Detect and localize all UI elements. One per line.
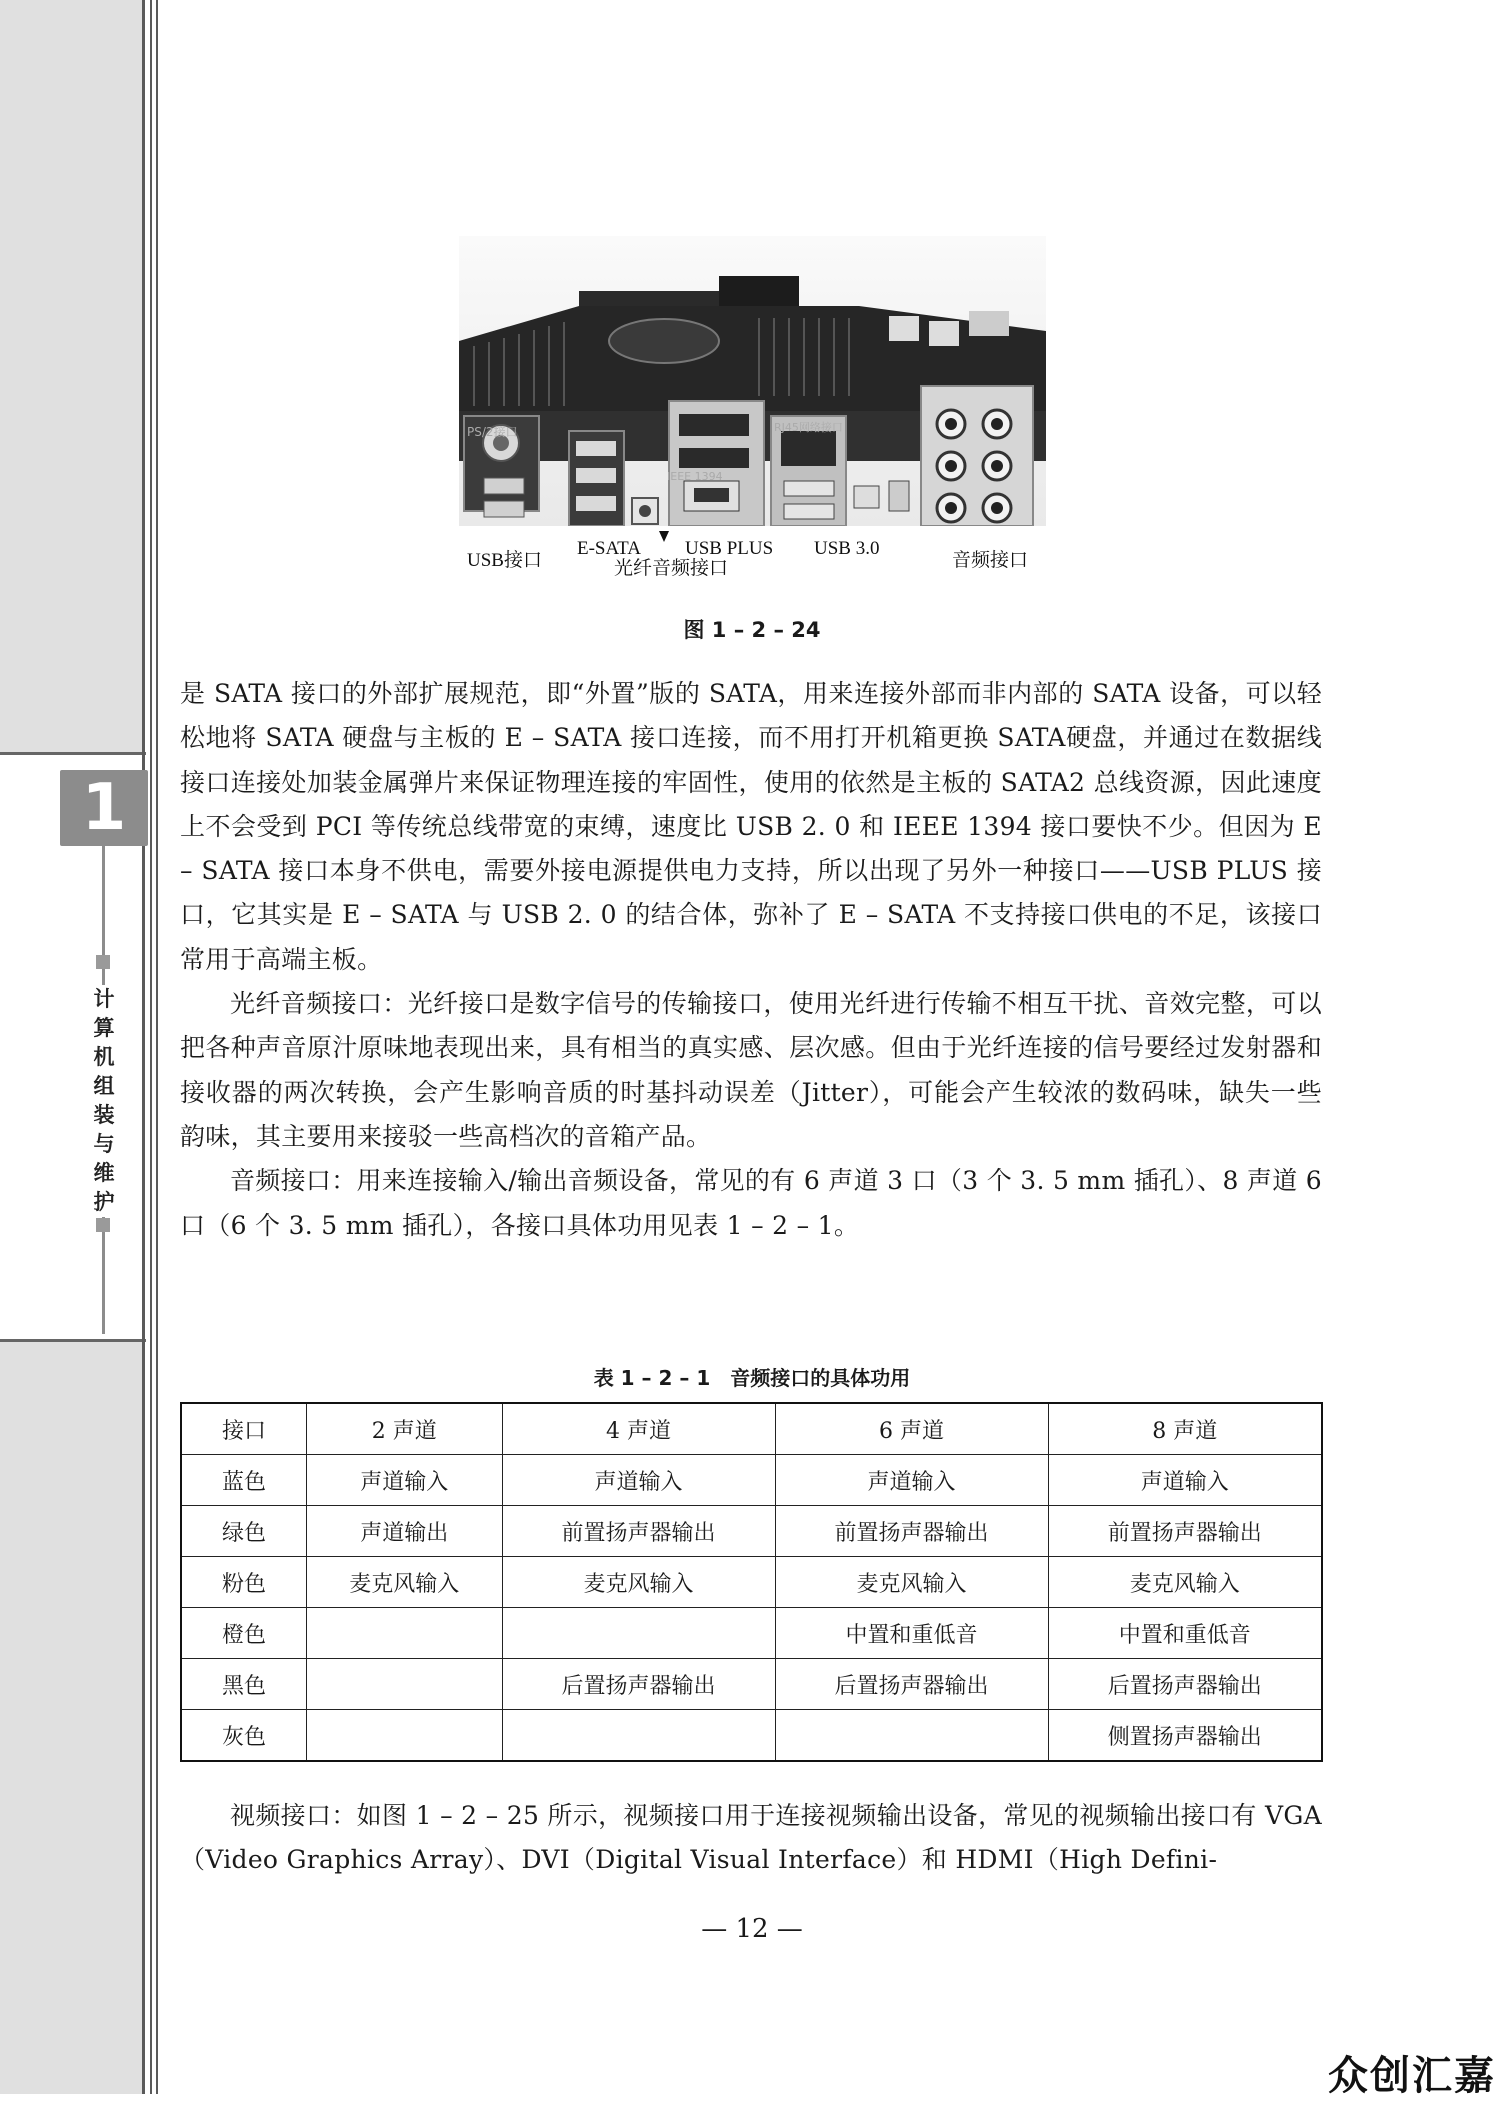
chapter-number: 1 <box>81 771 127 845</box>
margin-rule <box>156 0 158 2094</box>
table-header: 8 声道 <box>1048 1403 1322 1455</box>
paragraph-esata: 是 SATA 接口的外部扩展规范，即“外置”版的 SATA，用来连接外部而非内部的 SATA 设备，可以轻松地将 SATA 硬盘与主板的 E – SATA 接口连接，而不用打开机箱更换 SATA硬盘，并通过在数据线接口连接处加装金属弹片来保证物理连接的牢固性，使用的依然是主板的 SATA2 总线资源，因此速度上不会受到 PCI 等传统总线带宽的束缚，速度比 USB 2. 0 和 IEEE 1394 接口要快不少。但因为 E – SATA 接口本身不供电，需要外接电源提供电力支持，所以出现了另外一种接口——USB PLUS 接口，它其实是 E – SATA 与 USB 2. 0 的结合体，弥补了 E – SATA 不支持接口供电的不足，该接口常用于高端主板。 <box>180 679 1322 974</box>
paragraph-video: 视频接口：如图 1 – 2 – 25 所示，视频接口用于连接视频输出设备，常见的视频输出接口有 VGA（Video Graphics Array）、DVI（Digital Visual Interface）和 HDMI（High Defini- <box>180 1801 1322 1875</box>
label-usb3: USB 3.0 <box>814 538 880 559</box>
table-cell: 声道输入 <box>1048 1455 1322 1506</box>
chapter-badge <box>60 770 148 846</box>
title-char: 计 <box>93 987 115 1011</box>
title-char: 机 <box>93 1045 115 1069</box>
table-cell <box>502 1710 775 1762</box>
table-cell: 麦克风输入 <box>307 1557 503 1608</box>
audio-port-table <box>180 1402 1323 1762</box>
table-row <box>181 1506 1322 1557</box>
table-cell: 后置扬声器输出 <box>1048 1659 1322 1710</box>
body-text-bottom <box>180 1794 1322 1883</box>
page-number: — 12 — <box>701 1914 803 1944</box>
bullet-square <box>96 955 110 969</box>
body-text <box>180 672 1322 1248</box>
label-ps2: PS/2接口 <box>467 425 518 439</box>
table-cell <box>502 1608 775 1659</box>
table-cell: 声道输入 <box>502 1455 775 1506</box>
table-cell: 前置扬声器输出 <box>775 1506 1048 1557</box>
label-ieee1394: IEEE 1394 <box>667 470 723 483</box>
label-optical: 光纤音频接口 <box>614 558 729 576</box>
table-cell: 中置和重低音 <box>775 1608 1048 1659</box>
label-esata: E-SATA <box>577 538 641 559</box>
table-row <box>181 1659 1322 1710</box>
table-cell <box>307 1608 503 1659</box>
table-cell: 声道输出 <box>307 1506 503 1557</box>
table-cell: 声道输入 <box>307 1455 503 1506</box>
motherboard-io-figure <box>459 236 1046 576</box>
title-char: 与 <box>93 1132 115 1156</box>
table-cell: 灰色 <box>181 1710 307 1762</box>
title-char: 装 <box>93 1103 115 1127</box>
table-cell <box>307 1710 503 1762</box>
table-cell: 麦克风输入 <box>502 1557 775 1608</box>
table-cell <box>775 1710 1048 1762</box>
label-usb: USB接口 <box>467 550 542 571</box>
table-cell: 后置扬声器输出 <box>502 1659 775 1710</box>
title-char: 算 <box>93 1016 115 1040</box>
table-cell: 麦克风输入 <box>1048 1557 1322 1608</box>
label-usb-plus: USB PLUS <box>685 538 774 559</box>
bullet-square <box>96 1218 110 1232</box>
paragraph-audio: 音频接口：用来连接输入/输出音频设备，常见的有 6 声道 3 口（3 个 3. 5 mm 插孔）、8 声道 6 口（6 个 3. 5 mm 插孔），各接口具体功用见表 1 – 2 – 1。 <box>180 1166 1322 1240</box>
table-header: 6 声道 <box>775 1403 1048 1455</box>
table-row <box>181 1710 1322 1762</box>
paragraph-optical: 光纤音频接口：光纤接口是数字信号的传输接口，使用光纤进行传输不相互干扰、音效完整，可以把各种声音原汁原味地表现出来，具有相当的真实感、层次感。但由于光纤连接的信号要经过发射器和接收器的两次转换，会产生影响音质的时基抖动误差（Jitter），可能会产生较浓的数码味，缺失一些韵味，其主要用来接驳一些高档次的音箱产品。 <box>180 989 1322 1151</box>
table-cell <box>307 1659 503 1710</box>
table-caption: 表 1 – 2 – 1 音频接口的具体功用 <box>593 1366 911 1390</box>
margin-rule <box>150 0 152 2094</box>
label-audio: 音频接口 <box>952 550 1029 571</box>
title-char: 维 <box>93 1161 115 1185</box>
margin-rule <box>142 0 145 2094</box>
table-cell: 中置和重低音 <box>1048 1608 1322 1659</box>
table-row <box>181 1608 1322 1659</box>
margin-band-bottom <box>0 1342 142 2094</box>
table-cell: 侧置扬声器输出 <box>1048 1710 1322 1762</box>
table-cell: 黑色 <box>181 1659 307 1710</box>
table-row <box>181 1455 1322 1506</box>
title-char: 组 <box>93 1074 115 1098</box>
table-header-row <box>181 1403 1322 1455</box>
label-rj45: RJ45网络接口 <box>774 421 843 434</box>
book-title-vertical <box>90 985 118 1217</box>
table-header: 4 声道 <box>502 1403 775 1455</box>
table-cell: 粉色 <box>181 1557 307 1608</box>
table-cell: 蓝色 <box>181 1455 307 1506</box>
table-cell: 前置扬声器输出 <box>502 1506 775 1557</box>
watermark: 众创汇嘉 <box>1328 2053 1496 2099</box>
table-header: 2 声道 <box>307 1403 503 1455</box>
title-char: 护 <box>93 1190 115 1214</box>
table-row <box>181 1557 1322 1608</box>
table-cell: 前置扬声器输出 <box>1048 1506 1322 1557</box>
table-cell: 绿色 <box>181 1506 307 1557</box>
table-header: 接口 <box>181 1403 307 1455</box>
figure-caption: 图 1 – 2 – 24 <box>683 618 821 642</box>
table-cell: 麦克风输入 <box>775 1557 1048 1608</box>
table-cell: 后置扬声器输出 <box>775 1659 1048 1710</box>
table-cell: 橙色 <box>181 1608 307 1659</box>
table-cell: 声道输入 <box>775 1455 1048 1506</box>
